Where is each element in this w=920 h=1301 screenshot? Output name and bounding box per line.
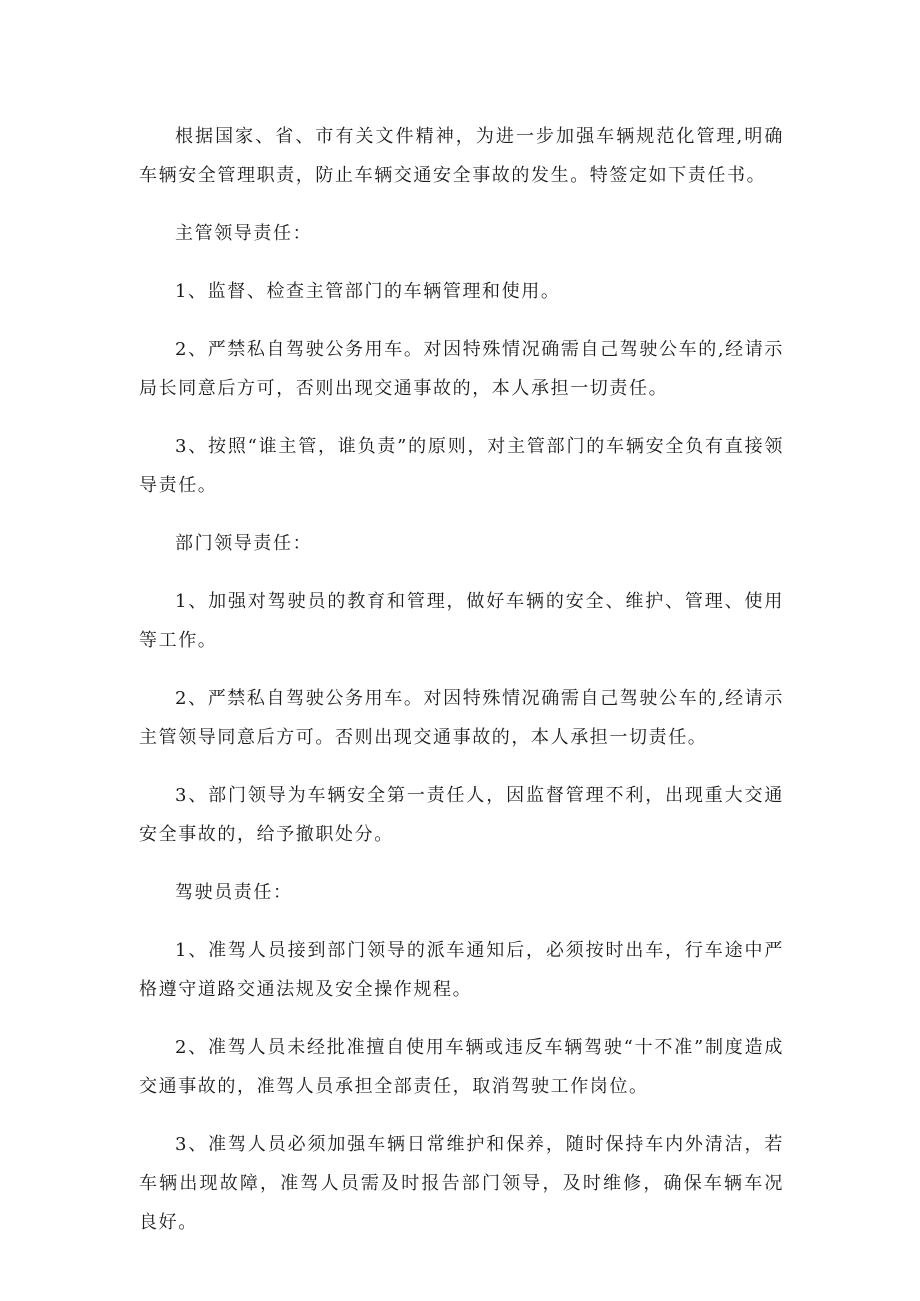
section-heading-driver: 驾驶员责任： — [175, 882, 293, 903]
department-item-2: 2、严禁私自驾驶公务用车。对因特殊情况确需自己驾驶公车的,经请示主管领导同意后方可。否则出现交通事故的，本人承担一切责任。 — [139, 688, 784, 748]
driver-item-2: 2、准驾人员未经批准擅自使用车辆或违反车辆驾驶“十不准”制度造成交通事故的，准驾人员承担全部责任，取消驾驶工作岗位。 — [139, 1037, 784, 1097]
document-body — [139, 117, 784, 1242]
driver-item-3: 3、准驾人员必须加强车辆日常维护和保养，随时保持车内外清洁，若车辆出现故障，准驾人员需及时报告部门领导，及时维修，确保车辆车况良好。 — [139, 1134, 784, 1233]
supervisor-item-1: 1、监督、检查主管部门的车辆管理和使用。 — [175, 281, 561, 302]
intro-paragraph: 根据国家、省、市有关文件精神，为进一步加强车辆规范化管理,明确车辆安全管理职责，防止车辆交通安全事故的发生。特签定如下责任书。 — [139, 126, 784, 186]
department-item-3: 3、部门领导为车辆安全第一责任人，因监督管理不利，出现重大交通安全事故的，给予撤职处分。 — [139, 785, 784, 845]
section-heading-department: 部门领导责任： — [175, 533, 313, 554]
section-heading-supervisor: 主管领导责任： — [175, 223, 313, 244]
driver-item-1: 1、准驾人员接到部门领导的派车通知后，必须按时出车，行车途中严格遵守道路交通法规及安全操作规程。 — [139, 940, 784, 1000]
supervisor-item-2: 2、严禁私自驾驶公务用车。对因特殊情况确需自己驾驶公车的,经请示局长同意后方可，否则出现交通事故的，本人承担一切责任。 — [139, 339, 784, 399]
supervisor-item-3: 3、按照“谁主管，谁负责”的原则，对主管部门的车辆安全负有直接领导责任。 — [139, 436, 784, 496]
department-item-1: 1、加强对驾驶员的教育和管理，做好车辆的安全、维护、管理、使用等工作。 — [139, 591, 784, 651]
